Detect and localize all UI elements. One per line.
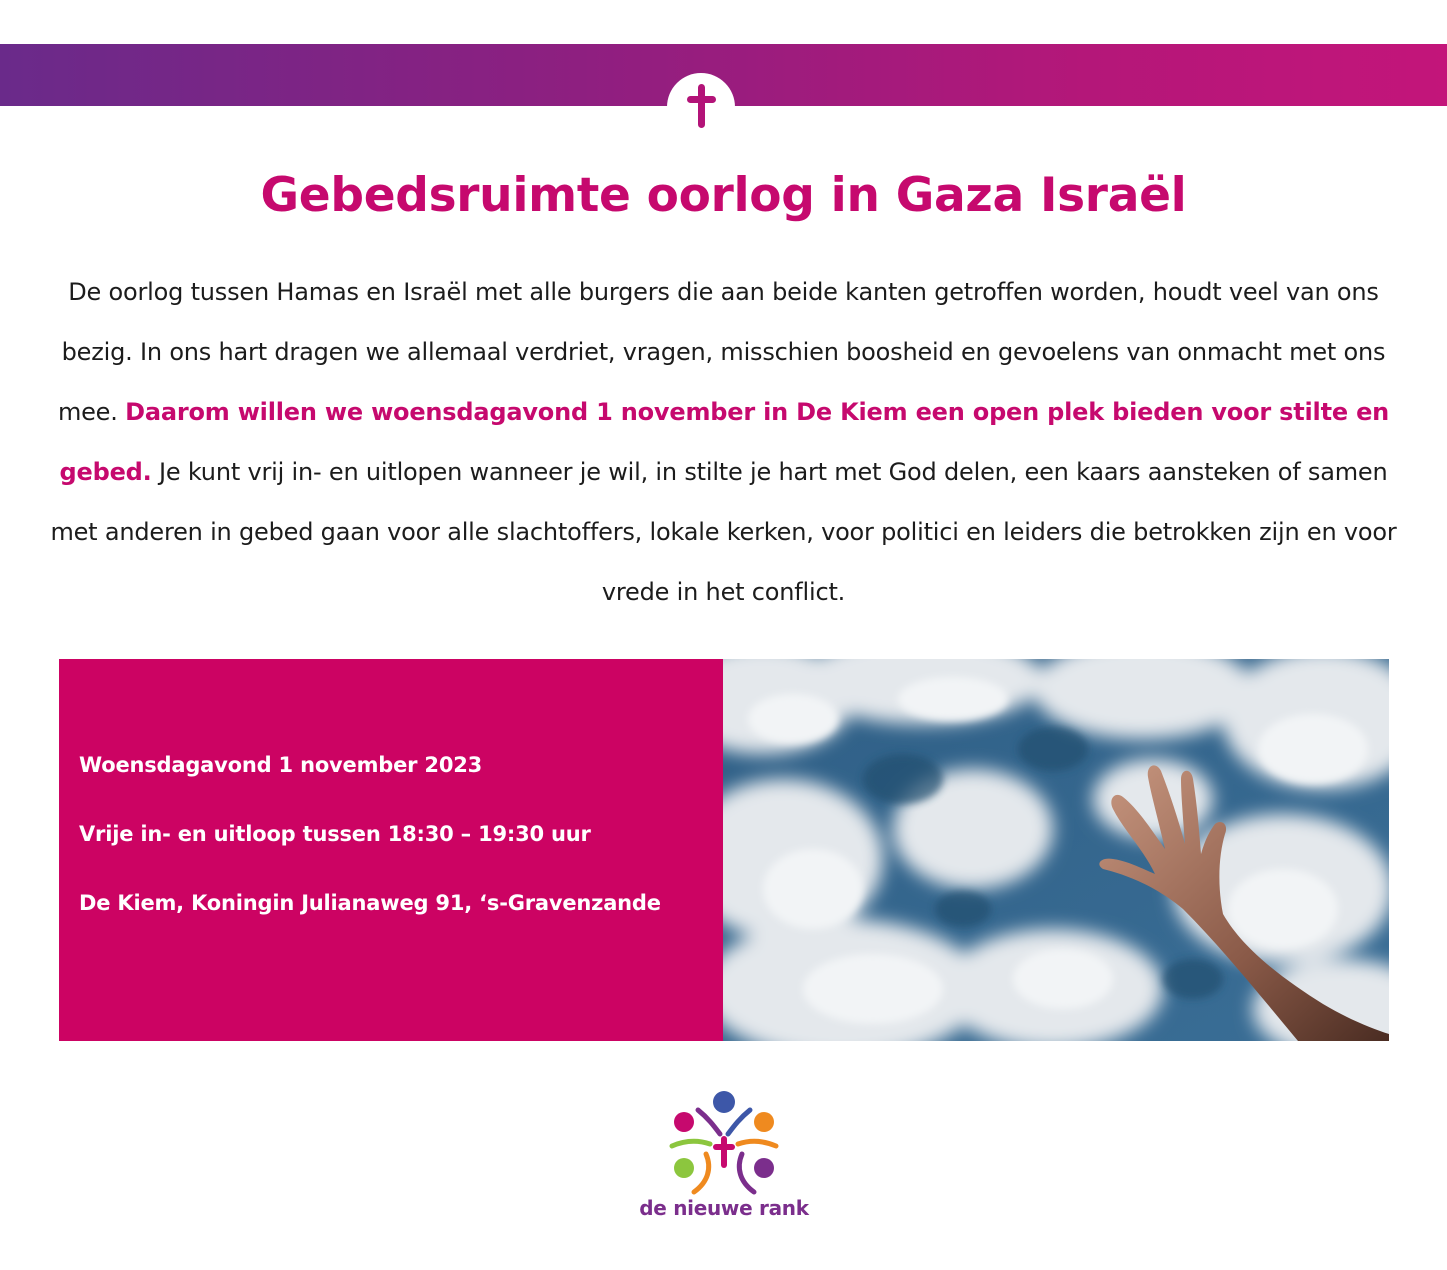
de-nieuwe-rank-logo xyxy=(636,1088,812,1228)
cross-badge xyxy=(667,73,735,141)
intro-paragraph xyxy=(40,262,1407,622)
intro-text-before: De oorlog tussen Hamas en Israël met alle burgers die aan beide kanten getroffen worden, houdt veel van ons bezig. In ons hart dragen we allemaal verdriet, vragen, misschien boosheid en gevoelens van onmacht met ons mee. xyxy=(57,278,1386,426)
hand-sky-photo xyxy=(723,659,1389,1041)
hand-reaching-to-sky-image xyxy=(723,659,1389,1041)
intro-highlight: Daarom willen we woensdagavond 1 november in De Kiem een open plek bieden voor stilte en gebed. xyxy=(59,398,1390,486)
event-info-panel xyxy=(59,659,723,1041)
logo-name: de nieuwe rank xyxy=(639,1196,809,1220)
event-date: Woensdagavond 1 november 2023 xyxy=(79,753,483,777)
page-title: Gebedsruimte oorlog in Gaza Israël xyxy=(260,168,1187,223)
people-circle-cross-logo xyxy=(636,1088,812,1198)
intro-text-after: Je kunt vrij in- en uitlopen wanneer je wil, in stilte je hart met God delen, een kaars aansteken of samen met anderen in gebed gaan voor alle slachtoffers, lokale kerken, voor politici en leiders die betrokken zijn en voor vrede in het conflict. xyxy=(50,458,1397,606)
event-location: De Kiem, Koningin Julianaweg 91, ‘s-Gravenzande xyxy=(79,891,661,915)
cross-icon xyxy=(667,73,735,141)
event-time: Vrije in- en uitloop tussen 18:30 – 19:30 uur xyxy=(79,822,591,846)
